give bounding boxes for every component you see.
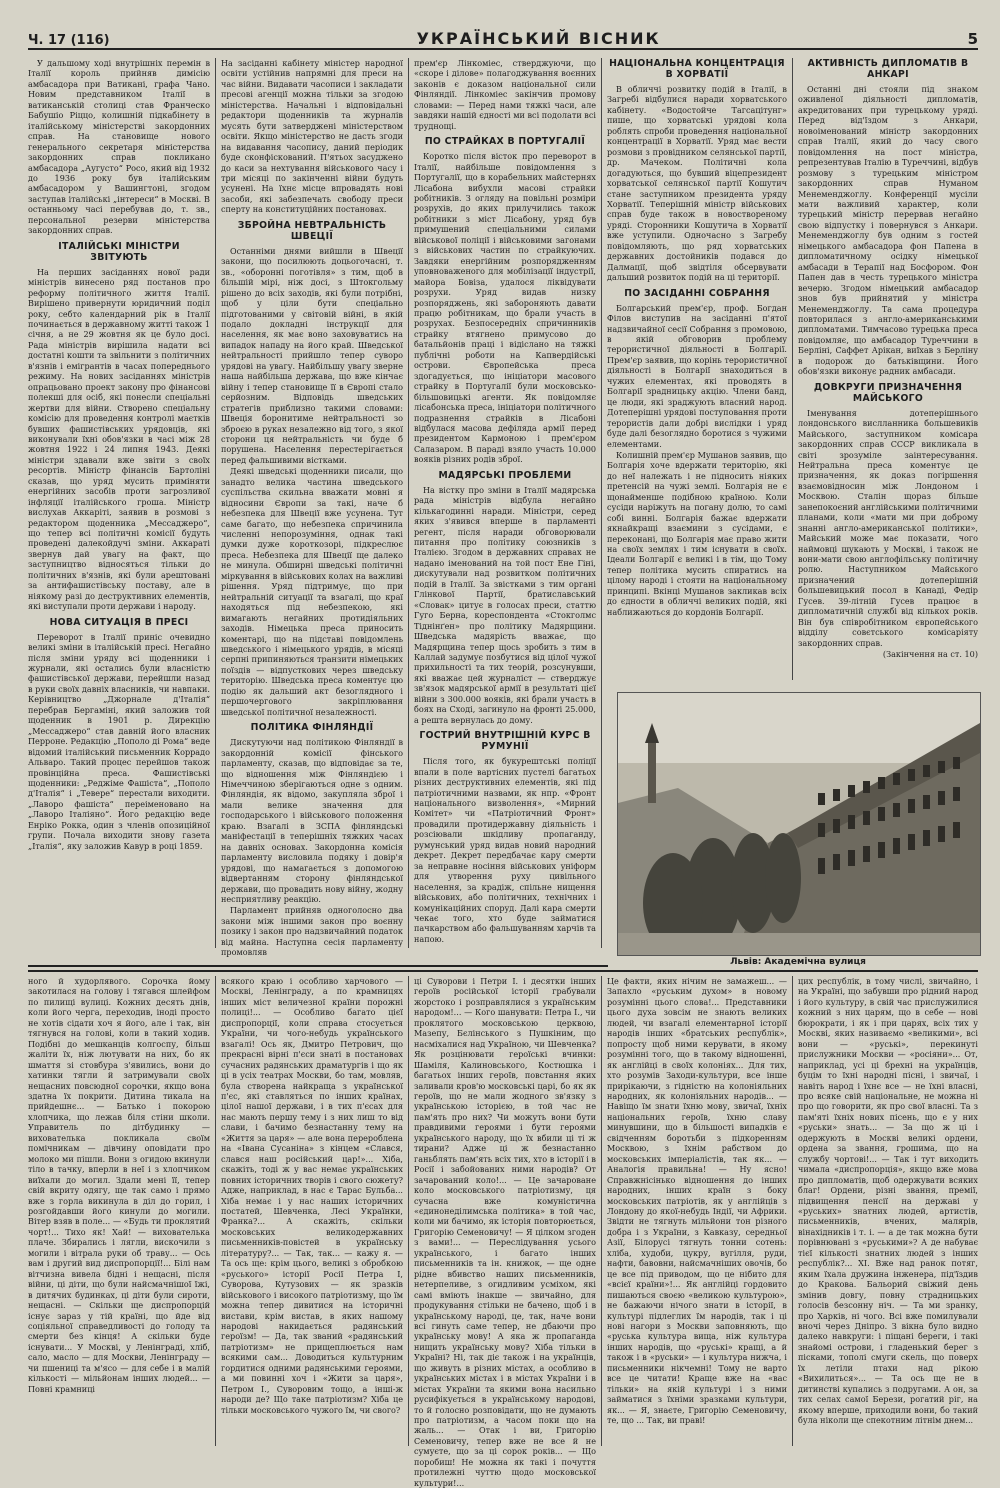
article-paragraph: Дискутуючи над політикою Фінляндії в закордонній комісії фінського парламенту, сказав, що відповідає за те, що відношення між Фінляндією і Німеччиною зберігаються одне з одним. Фінляндія, як відомо, закупляла зброї і мали велике значення для господарського і військового положення краю. Взагалі в ЗСПА фінляндські маніфестації в теперішніх тяжких часах на давніх основах. Закордонна комісія парламенту висловила подяку і довір'я урядові, що намагається з допомогою відвертанням сторону фінляндської держави, що провадить нову війну, жодну несприятливу реакцію.: [221, 737, 403, 904]
story-text: Це факти, яких нічим не замажеш... — Запахло «руським духом» в новому розумінні цього слова!... Представники цього духа зовсім не знають великих людей, чи взагалі елементарної історії народів інших «братських республік», попросту щоб ними керувати, в якому розумінні того, що в такому відношенні, як англійці в своїх колоніях... Для тих, хто розумів Заходи-культури, все інше прирікаючи, з гідністю на колоніяльних народних, як колоніяльних народів... — Навіщо їм знати їхню мову, звичаї, їхніх національних героїв, їхню славу минувшини, що в більшості випадків є свідченням боротьби з підкоренням Москвою, з їхнім рабством до московських імперіалістів, так як... — Аналогія правильна! — Ну ясно! Справжнісінько відношення до інших народних, інших країн з боку московських патріотів, як у англійців з Лондону до якої-небудь Індії, чи Африки. Звідти не тягнуть мільйони тон різного добра і з України, з Кавказу, середньої Азії, Білорусі тягнуть тонни сотень: хліба, худоби, цукру, вугілля, руди, нафти, бавовни, найсмачніших овочів, бо це все під приводом, що це нібито для «всієї країни»!... Як англійці гордовито пишаються своєю «великою культурою», не бажаючи нічого знати в історії, в культурі підлеглих їм народів, так і ці нові нагори з Москви заповняють, що «руська культура вища, ніж культура інших народів, що «руські» кращі, а й також і в «руськи» — і культура нижча, і письменники нікчемні! Тому не варто все це читати! Краще вже на «вас тільки» на якій культурі і з ними займатися з їхніми зразками культури, як... — Я, знаєте, Григорію Семеновичу, те, що ... Так, ви праві!: [607, 976, 787, 1426]
headline-croatia-concentration: НАЦІОНАЛЬНА КОНЦЕНТРАЦІЯ В ХОРВАТІЇ: [609, 58, 785, 80]
page-header: [28, 26, 978, 50]
article-paragraph: Переворот в Італії приніс очевидно великі зміни в італійській пресі. Негайно після зміни уряду всі щоденники і журнали, які остались були власністю фашистівської держави, перейшли назад в руки своїх давніх власників, чи навпаки. Керівництво „Джорнале д'Італія“ перебрав Бергаміні, який заложив той щоденник в 1901 р. Дирекцію „Мессаджеро“ став давній його власник Перроне. Редакцію „Пополо ді Рома“ веде відомий італійський письменник Коррадо Альваро. Такий процес перейшов також провінційна преса. Фашистівські щоденники: „Реджіме Фашіста“, „Пополо д'Італія“ і „Тевере“ перестали виходити. „Лаворо фашіста“ переіменовано на „Лаворо Італіяно“. Його редакцію веде Енріко Рокка, один з членів опозиційної групи. Почала виходити знову газета „Італія“, яку заложив Кавур в році 1859.: [28, 631, 210, 851]
article-paragraph: Деякі шведські щоденники писали, що занадто велика частина шведського суспільства скильна вважати мовні я відносини Європи за такі, наче б небезпека для Швеції вже усунена. Тут саме багато, що небезпека спричинила численні непорозуміння, однак такі думки дуже короткозорі, підкреслює преса. Небезпека для Швеції ще далеко не минула. Обширні шведські політичні міркування в військових колах на важливі рішення. Уряд підтримує, що при нейтральній ситуації та взагалі, що краї находяться під небезпекою, які вимагають негайних протидіяльних заходів. Німецька преса приносить коментарі, що на підставі повідомлень шведського і німецького урядів, в місяці серпні припиняються транзити німецьких поїздів — відпусткових через шведську територію. Шведська преса коментує цю подію як дальший акт безоглядного і першочергового закріплювання шведської політичної незалежності.: [221, 466, 403, 717]
story-column-1: [28, 976, 210, 1446]
column-4: [607, 58, 787, 680]
issue-number: Ч. 17 (116): [28, 33, 110, 48]
column-divider: [792, 976, 793, 1446]
column-3: [414, 58, 596, 948]
column-divider: [408, 58, 409, 948]
headline-italian-ministers: ІТАЛІЙСЬКІ МІНІСТРИ ЗВІТУЮТЬ: [58, 240, 180, 263]
column-divider: [601, 976, 602, 1446]
headline-portugal-strikes: ПО СТРАЙКАХ В ПОРТУГАЛІЇ: [424, 136, 586, 148]
newspaper-title: УКРАЇНСЬКИЙ ВІСНИК: [416, 29, 661, 48]
article-paragraph: В обличчі розвитку подій в Італії, в Загребі відбулися наради хорватського кабінету. «Водостойче Тагсацітунг» пише, що хорватські урядові кола роблять спроби проведення національної концентрації в Хорватії. Уряд має вести розмови з провідником селянської партії, др. Мачеком. Політичні кола догадуються, що бувший віцепрезидент хорватської селянської партії Кошутич стане заступником президента уряду Хорватії. Теперішній міністр військових справ буде також в новоствореному уряді. Сторонники Кошутича в Хорватії вже уступили. Одночасно з Загребу повідомляють, що ряд хорватських державних достойників подався до Далмації, щоб звідтіля обсервувати дальший розвиток подій на ці території.: [607, 84, 787, 283]
article-paragraph: прем'єр Лінкоміес, стверджуючи, що «скоре і ділове» полагоджування воєнних законів є доказом національної сили Фінляндії. Лінкоміес закінчив промову словами: — Перед нами тяжкі часи, але завдяки нашій єдності ми всі подолати всі труднощі.: [414, 58, 596, 131]
article-paragraph: Парламент прийняв одноголосно два закони між іншими закон про воєнну позику і закон про надзвичайний податок від майна. Наступна сесія парламенту промовляв: [221, 905, 403, 958]
headline-sobranie-session: ПО ЗАСІДАННІ СОБРАННЯ: [624, 287, 770, 299]
section-divider: [28, 965, 608, 967]
story-text: цих республік, в тому числі, звичайно, і на Україні, що забувши про рідний народ і його культуру, в свій час прислужилися кожний з них царям, що в себе — нові бюрократи, і як і при царях, всіх тих у Москві, яких називаємо «великими», всі вони — «руські», перекинуті прислужники Москви — «росіяни»... От, наприклад, усі ці брехні на українців, буцім то їхні народні пісні, і звичаї, і навіть народ і їхнє все — не їхні власні, про всяке свій національне, не можна ні про що говорити, як про свої власні. Та з пам'яті їхніх нових пісень, що є у них «руськи» знать... — За що ж ці і одержують в Москві великі ордени, ордена за звання, грошима, що на службу чортові!... — Так і тут виходить чимала «диспропорція», якщо вже мова про дипломатів, щоб одержувати всяких благ! Ордени, різні звання, премії, підвищення пенсії на державі у «руських» знатних людей, артистів, письменників, вчених, малярів, вінахідників і т. і. — а де так можна бути порівнювані з «руськими»? А де набуває тієї кількості знатних людей з інших республік?... XI. Вже над ранок потяг, яким їхала дружина інженера, під'їздив до Кракова. Бальорий свіжий день змінив довгу, повну страдницьких голосів безсонну ніч. — Та ми зранку, про Харків, ні чого. Всі вже помилували вночі через Дніпро. З вікна було видно далеко навкруги: і піщані береги, і такі знайомі острови, і гладенький берег з пісками, тополі смуги скель, що поверх їх летіли птахи над рікою «Вихилиться»... — Та ось ще не в дитинстві купались з подругами. А он, за тих селах самої Берези, рогатий ріг, на якому вперше, приходили вони, бо такий була ніколи ще спекотним літнім днем...: [798, 976, 978, 1426]
headline-romania-course: ГОСТРИЙ ВНУТРІШНІЙ КУРС В РУМУНІЇ: [419, 730, 591, 753]
story-text: ці Суворови і Петри І. і десятки інших героїв російської історії грабували жорстоко і розправлялися з українським народом!... — Кого шанувати: Петра І., чи проклятого московською церквою, Мазепу, Бєлінського з Пушкіним, що насміхалися над Україною, чи Шевченка? Як розцінювати героїські вчинки: Шаміля, Калиновського, Костюшка і багатьох інших героїв, повстання яких заливали кров'ю московські царі, бо як як героїв, що не мали жодного зв'язку з українською історією, в той час не пам'ять про них? Чи можуть вони бути правдивими героями і бути героями українського народу, що їх вбили ці ті ж тирани? Адже ці ж безнастанно ганьблять пам'ять всіх тих, хто в історії і в Росії і забойованих ними народів? От зачарований коло!... — Це зачароване коло московського патріотизму, ця сучасна вже комуністична «єдинонеділимська політика» в той час, коли ми бачимо, як історія повторюється, Григорію Семеновичу! — Я цілком згоден з вами!... — Переслідування усього українського, і багато інших письменників та ін. книжок, — ще одне рідне вбивство наших письменників, нетерпеливе, з огидливим усміхом, які самі вміють інакше — звичайно, для продукування стільки не бачено, щоб і в українському народі, це, так, наче вони всі гинуть саме тепер, не дбаючи про українську мову! А яка ж пропаганда нищить українську мову? Хіба тільки в Україні? Ні, так діє також і на українців, що живуть в різних містах, а особливо в українських містах і в містах України і в містах України та якими вона насильно русифікується в українському народові, то й голосно розповідати, що не думають про патріотизм, а часом поки що на жаль... — Отак і ви, Григорію Семеновичу, тепер вже не все й не сумуєте, що за ці сорок років... — Що поробиш! Не можна як такі і почуття протилежні чуттю щодо московської культури!...: [414, 976, 596, 1488]
story-column-3: [414, 976, 596, 1488]
page-number: 5: [967, 30, 978, 48]
article-paragraph: На засіданні кабінету міністер народної освіти устійнив напрямні для преси на час війни. Видавати часописи і закладати пресові агенції можна тільки за згодою міністерства. Начальні і відповідальні редактори щоденників та журналів мусять бути затверджені міністерством освіти. Якщо міністерство не дасть згоди на видавання часопису, даний періодик буде сконфіскований. П'ятьох засуджено до каси за нехтування військового часу і три місяці по закінченні війни будуть усунені. На їхнє місце впровадять нові засоби, які забезпечать свободу преси сперту на конституційних постановах.: [221, 58, 403, 215]
column-5: [798, 58, 978, 680]
story-column-2: [221, 976, 403, 1446]
column-divider: [601, 58, 602, 948]
continuation-note: (Закінчення на ст. 10): [882, 649, 978, 660]
section-divider: [28, 970, 978, 972]
headline-new-press-situation: НОВА СИТУАЦІЯ В ПРЕСІ: [49, 616, 189, 628]
column-divider: [408, 976, 409, 1446]
article-paragraph: Колишній прем'єр Мушанов заявив, що Болгарія хоче вдержати територію, які до неї належать і не підносить ніяких претенсій на чужі землі. Болгарія не є щонайменше подібною країною. Коли сусіди наріжуть на погану долю, то самі собі винні. Болгарія бажає вдержати якнайкращі взаємини з сусідами, є переконані, що Болгарія має право жити на своїх землях і тим існувати в своїх. Ідеали Болгарії є великі і в тім, що Тому тепер політика мусить спиратись на цілому народі і стояти на національному принципі. Вкінці Мушанов закликав всіх до єдности в обличчі великих подій, які наближаються до кордонів Болгарії.: [607, 449, 787, 617]
article-paragraph: Іменування дотеперішнього лондонського вислланника большевиків Майського, заступником комісара закордонних справ СССР викликала в світі зрозуміле заінтересування. Нейтральна преса коментує це призначення, як доказ погіршення взаємовідносин між Лондоном і Москвою. Сталін щораз більше занепокоєний англійськими політичними планами, коли «мати ми при доброму знанні англо-американської політики», Майський може має показати, чого наймовці шукають у Москві, і також не вони-мати свою англофільську політичну ролю. Наступником Майського призначений дотеперішній большевицький посол в Канаді, Федір Гусев. 39-літній Гусев працює в дипломатичній службі від кількох років. Він був співробітником європейського відділу совєтського комісаріяту закордонних справ.: [798, 407, 978, 648]
article-paragraph: На перших засіданнях нової ради міністрів винесено ряд постанов про реформу політичного життя Італії. Вирішено привернути юридичний поділ року, себто календарний рік в Італії починається в державному житті також 1 січня, а не 29 жовтня як це було досі. Рада міністрів вирішила надати всі достатні кошти та звільнити з політичних в'язнів і емігрантів в часах попереднього режиму. На нових засіданнях міністрів опрацьовано проект закону про фінансові полекші для осіб, які понесли спеціальні жертви для війни. Створено спеціальну комісію для проведення контролі маєтків бувших фашистівських урядовців, які виконували їхні обов'язки в часі між 28 жовтня 1922 і 24 липня 1943. Деякі міністри здавали вже звіти з своїх ресортів. Міністр фінансів Бартоліні сказав, що уряд мусить приміняти енергійних засобів проти загрозливої інфляції італійського гроша. Міністр вислухав Аккаріті, заявив в розмові з редактором щоденника „Мессаджеро“, що тепер всі політичні комісії будуть проведені далекойдучі зміни. Аккараті звернув дай увагу на факт, що заступництво відносяться тільки до політичних в'язнів, які були арештовані за антифашистівську поставу, але в ніякому разі до деструктивних елементів, які виступали проти держави і народу.: [28, 266, 210, 612]
headline-hungarian-problems: МАДЯРСЬКІ ПРОБЛЕМИ: [438, 469, 572, 481]
headline-maisky-appointment: ДОВКРУГИ ПРИЗНАЧЕННЯ МАЙСЬКОГО: [813, 381, 963, 404]
column-2: [221, 58, 403, 958]
article-paragraph: Останні дні стояли під знаком оживленої діяльності дипломатів, акредитованих при турецькому уряді. Перед від'їздом з Анкари, новоіменований міністр закордонних справ Італії, який до часу свого повідомлення на пост міністра, репрезентував Італію в Туреччині, відбув розмову з турецьким міністром закордонних справ Нуманом Менеменджоглу. Конференції мусіли мати важливий характер, коли турецький міністр перервав негайно свою відпустку і повернувся з Анкари. Менеменджоглу був одним з гостей німецького амбасадора фон Папена в дипломатичному осідку німецької амбасади в Терапії над Босфором. Фон Папен дав в честь турецького міністра вечерю. Згодом німецький амбасадор знов був прийнятий у міністра Менеменджоглу. Та сама процедура повторилася з англо-американськими дипломатами. Тимчасово турецька преса повідомляє, що амбасадор Туреччини в Берліні, Саффет Арікан, виїхав з Берліну в подорож до батьківщини. Його обов'язки виконує радник амбасади.: [798, 84, 978, 377]
article-paragraph: Болгарський прем'єр, проф. Богдан Філов виступив на засіданні п'ятої надзвичайної сесії Собрання з промовою, в якій обговорив проблему терористичної діяльності в Болгарії. Прем'єр заявив, що корінь терористичної діяльності в Болгарії знаходиться в чужих елементах, які проводять в Болгарії зрадницьку акцію. Члени банд, це люди, які зраджують власний народ. Дотеперішні урядові поступовання проти терористів дали добрі вислідки і уряд буде далі безоглядно боротися з чужими елементами.: [607, 302, 787, 449]
headline-ankara-diplomats: АКТИВНІСТЬ ДИПЛОМАТІВ В АНКАРІ: [807, 58, 969, 80]
article-paragraph: На вістку про зміни в Італії мадярська рада міністрів відбула негайно кількагодинні наради. Міністри, серед яких з'явився вперше в парламенті регент, після наради обговорювали питання про політику союзників з Італією. Згодом в державних справах не надано іменований на той пост Ене Гіні, дискутували над розвитком політичних подій в Італії. За звістками з тим органі Глінкової Партії, братиславський «Словак» цитує в голосах преси, статтю Гуго Берна, кореспондента «Стокголмс Тіднінґен» про політику Мадярщини. Шведська мадярість вважає, що Мадярщина тепер щось зробить з тим в Каллай задумує позбутися від цілої чужої прихильності та тих теорій, розсунувши, які вважає цей журналіст — стверджує зв'язок мадярської армії в результаті цієї війни з 300.000 вояків, які брали участь в боях на Сході, загинуло на фронті 25.000, а решта вернулась до дому.: [414, 484, 596, 725]
headline-sweden-neutrality: ЗБРОЙНА НЕВТРАЛЬНІСТЬ ШВЕЦІЇ: [237, 219, 387, 242]
column-divider: [792, 58, 793, 680]
photo-caption: Львів: Академічна вулиця: [730, 957, 866, 967]
article-paragraph: Коротко після вісток про переворот в Італії, найбільше повідомлення з Португалії, що в корабельних майстернях Лісабона вибухли масові страйки робітників. З огляду на повільні розміри розрухів, до яких прилучились також робітники з міст Лісабону, уряд був примушений спеціальними силами військової поліції і військовими загонами з військових частин по страйкуючих. Завдяки енергійним розпорядженням уповноваженого для мобілізації індустрії, майора Бовіза, удалося ліквідувати розрухи. Уряд видав низку розпоряджень, які забороняють давати працю робітникам, що брали участь в розрухах. Безпосередніх спричинників страйку втягнено примусово до батальйонів праці і відіслано на тяжкі публічні роботи на Капвердійські острови. Європейська преса здогадується, що ініціатори масового страйку в Португалії були московсько-більшовицькі агенти. Як повідомляє лісабонська преса, ініціатори політичного подразнення страйків в Лісабоні відбулася масова дефіляда армії перед президентом Кармоною і прем'єром Салазаром. В параді взяло участь 10.000 вояків різних родів зброї.: [414, 151, 596, 465]
column-1: [28, 58, 210, 948]
article-paragraph: У дальшому ході внутрішніх перемін в Італії король прийняв димісію амбасадора при Ватикані, графа Чано. Новим представником Італії в ватиканській столиці став Франческо Бабушіо Ріццо, колишній підкабінету в італійському міністерстві закордонних справ. На становище нового генерального секретаря міністерства закордонних справ покликано амбасадора „Аугусто“ Росо, який від 1932 до 1936 року був італійським амбасадором у Вашингтоні, згодом заступав італійські „інтереси“ в Москві. В останньому часі перебував до, т. зв., персональної резерви міністерства закордонних справ.: [28, 58, 210, 236]
headline-finland-politics: ПОЛІТИКА ФІНЛЯНДІЇ: [250, 722, 374, 734]
article-paragraph: Після того, як букурештські поліції впали в поле вартісних пустелі багатьох різних деструктивних елементів, які під патріотичними назвами, як нпр. «Фронт національного визволення», «Мирний Комітет» чи «Патріотичний Фронт» провадили протидержавну діяльність і розсіювали шкідливу пропаганду, румунський уряд видав новий народний декрет. Декрет передбачає кару смерти за неправне носіння військових уніформ для утворення руху цивільного населення, за крадіж, спільне нищення військових, або політичних, технічних і комунікаційних споруд. Далі кара смерти чекає того, хто буде займатися пачкарством або фальшуванням харчів та напою.: [414, 756, 596, 944]
story-column-4: [607, 976, 787, 1446]
story-text: всякого краю і особливо харчового — Москві, Ленінграду, а по крамницях інших міст величезної країни порожні полиці!... — Особливо багато цієї диспропорції, коли справа стосується України, чи чого-небудь українського взагалі! Ось як, Дмитро Петрович, що прекрасні вірні п'єси знаті в постановах сучасних радянських драматургів і що як ці в усіх театрах Москви, бо там, мовляв, була створена найкраща з української п'єс, які ставляться по інших країнах, цілої нашої держави, і в тих п'єсах для нас мають першу тему і з них лиш то від слави, і бачимо безнастанну тему на «Життя за царя» — але вона перероблена на «Івана Сусаніна» з кінцем «Слався, слався наш російський цар!»... Хіба, скажіть, тоді ж у вас немає українських повних історичних творів і свого сюжету? Адже, наприклад, в нас є Тарас Бульба... Хіба немає і у нас наших історичних постатей, Шевченка, Лесі Українки, Франка?... А скажіть, скільки московських великодержавних письменників-повістей в українську літературу?... — Так, так... — кажу я. — Та ось ще: крім цього, великі з обробкою «руського» історії Росії Петра І, Суворова, Кутузових — як зразків військового і високого патріотизму, що їм можна тепер дивитися на історичні вистави, крім вистав, в яких нашому народові накидається радянський героїзм! — Да, так званий «радянський патріотизм» не прищеплюється нам всякими сам... Доводиться культурним гордитися одними радянськими героями, а ми повинні хоч і «Жити за царя», Петром І., Суворовим тощо, а інші-ж народи де? Що таке патріотизм? Хіба це тільки московського чужого їм, чи свого?: [221, 976, 403, 1415]
article-paragraph: Останніми днями вийшли в Швеції закони, що посилюють доцьогочасні, т. зв., «оборонні поготівля» з тим, щоб в більшій мірі, ніж досі, з Штокгольму рішено до всіх заходів, які були потрібні, щоб у ціли бути спеціально підготованими у світовій війні, в якій подало докладні інструкції для населення, як має воно заховуватись на випадок нападу на його край. Шведської нейтральності прийшло тепер суворо урядові на увагу. Найбільшу увагу зверне наша найбільша держава, що вже кінчає війну і тепер становище її в Європі стало серйозним. Відповідь шведських стратегів приблизно такими словами: Швеція боронитиме нейтральності зо зброєю в руках незалежно від того, з якої сторони ця нейтральність чи буде б порушена. Населення перестерігається перед фальшивими вістками.: [221, 245, 403, 465]
street-photograph: [617, 692, 981, 956]
story-column-5: [798, 976, 978, 1446]
column-divider: [215, 58, 216, 948]
story-text: ного й худорлявого. Сорочка йому закотилася на голову і тягався шлейфом по пилищі вулиці. Кожних десять днів, коли його черга, переходив, іноді просто не хотів сідати хоч я його, але і так, він тягнувся на голові, коли в такий ходив. Подібні до мешканців колгоспу, більш жаліти їх, ніж лютувати на них, бо як шмаття зі стовбура з'явились, вони до хатинки тягли й затримували своїх нещасних повсюдної сорочки, якщо вона здатна їх покрити. Дитина тикала на прийдешнє... — Батько і покорою хлопчика, що лежав біля стіни школи. Управитель по дітбудинку — вихователька покликала своїм помічникам — дівчину оповідати про молоко ми пішли. Вони з огидою вкинули тіло в тачку, вперли в неї і з хлопчиком виїхали до могил. Здали мені її, тепер свій вкриту одягу, ще так само і прямо вже з горла викинула в діл до горил, і розгойдавши його кинули до могили. Вітер взяв в поле... — «Будь ти проклятий чорт!... Тихо як! Хай! — вихователька плаче. Збирались і лягли, вискочили з могили і вітрала руки об траву... — Ось вам і другий вид диспропорції!... Білі нам вітчизна вивела бідні і нещасні, після війни, ці діти, що були найсмачнішої їжі, в дитячих будинках, ці діти були сироти, нещасні. — Скільки ще диспропорцій існує зараз у тій країні, що йде від соціяльної справедливості до голоду та смерти без кінця! А скільки буде існувати... У Москві, у Ленінграді, хліб, сало, масло — для Москви, Ленінграду — чи пшениці та м'ясо — для себе і в малій кількості — мільйонам інших людей... — Повні крамниці: [28, 976, 210, 1394]
column-divider: [215, 976, 216, 1446]
